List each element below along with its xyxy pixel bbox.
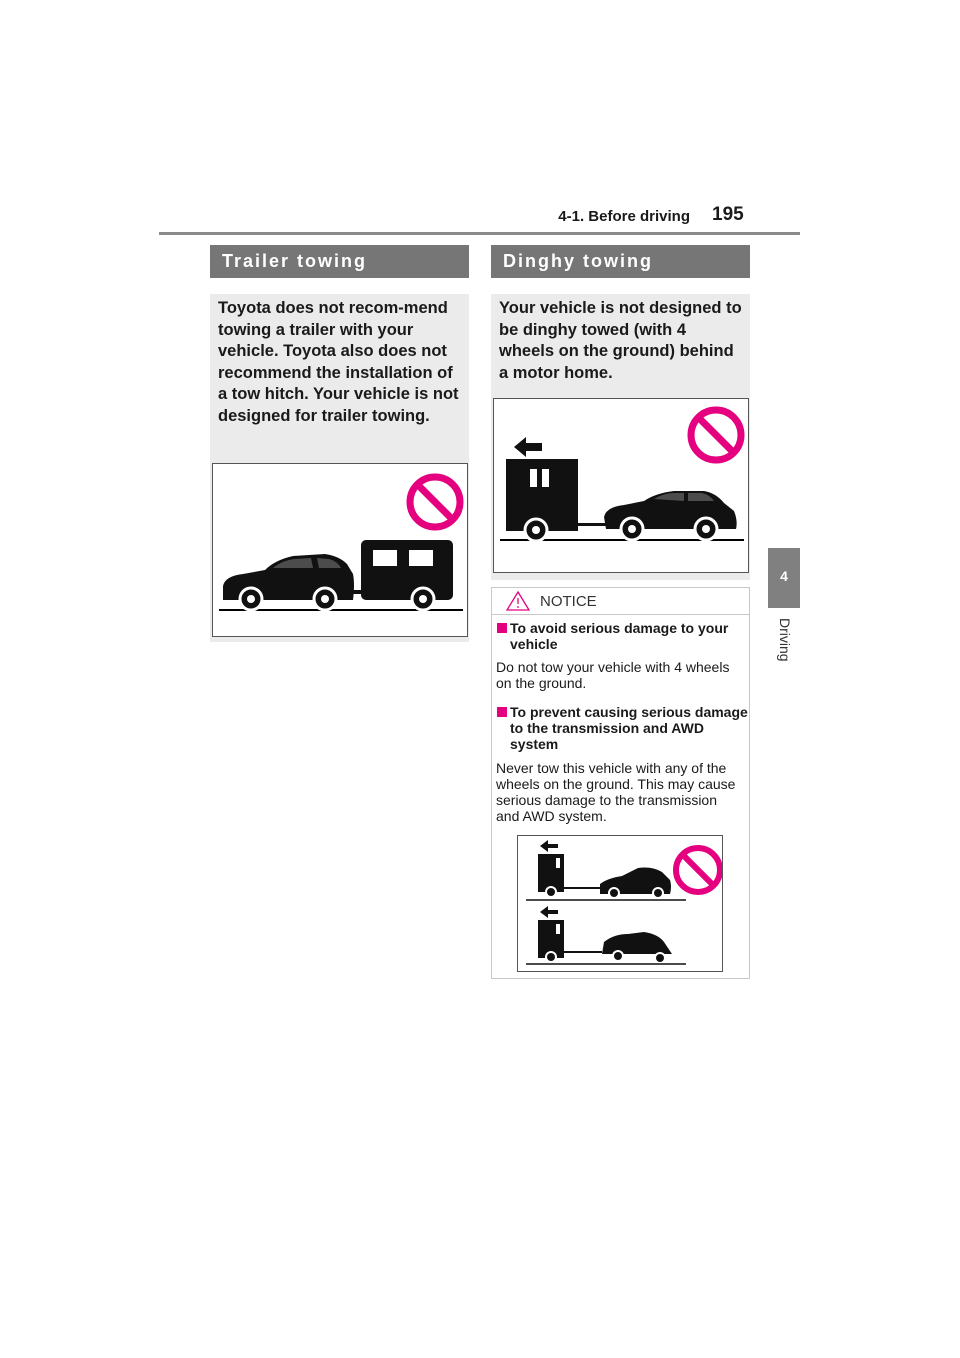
dinghy-towing-illustration [493,398,749,573]
trailer-towing-illustration [212,463,468,637]
direction-arrow-icon [514,437,542,457]
bullet-square-icon [497,707,507,717]
trailer-body [361,540,453,600]
page-number: 195 [712,204,744,225]
header-rule [159,232,800,235]
notice-illustration [517,835,723,972]
bullet-square-icon [497,623,507,633]
notice-heading-1: To avoid serious damage to your vehicle [497,620,750,652]
dinghy-towing-heading: Dinghy towing [491,245,750,278]
trailer-towing-text: Toyota does not recom-mend towing a trailer with your vehicle. Toyota also does not recommend the installation of a tow hitch. Your vehicle is not designed for trailer towing. [218,299,459,425]
warning-triangle-icon [506,591,530,611]
prohibition-icon [410,477,460,527]
notice-divider [491,614,750,615]
prohibition-icon [676,848,720,892]
trailer-towing-heading: Trailer towing [210,245,469,278]
prohibition-icon [691,410,741,460]
chapter-number: 4 [780,568,788,584]
notice-body-1: Do not tow your vehicle with 4 wheels on the ground. [496,659,730,691]
chapter-label: Driving [777,618,793,662]
notice-body-2: Never tow this vehicle with any of the wheels on the ground. This may cause serious damage to the transmission and AWD system. [496,760,736,824]
dinghy-towing-text: Your vehicle is not designed to be dinghy towed (with 4 wheels on the ground) behind a motor home. [499,299,742,382]
section-title: 4-1. Before driving [558,208,690,225]
notice-heading-2: To prevent causing serious damage to the transmission and AWD system [497,704,750,752]
notice-title: NOTICE [540,593,597,610]
